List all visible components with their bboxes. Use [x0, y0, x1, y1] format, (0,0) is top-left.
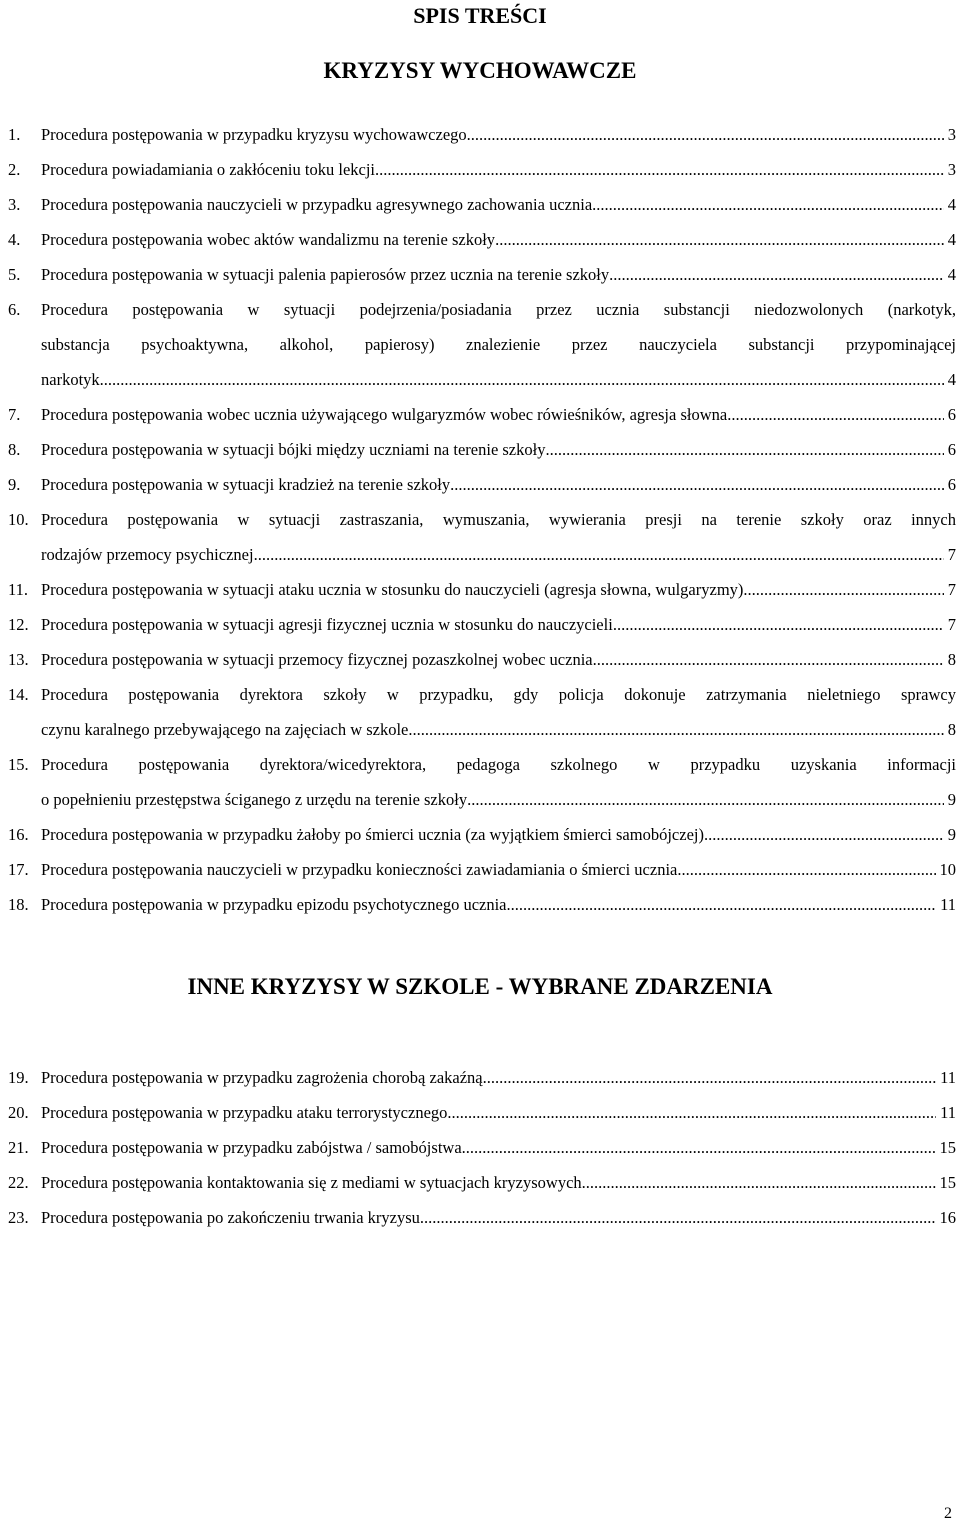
dot-leader [545, 432, 943, 467]
toc-entry-text: Procedura postępowania w przypadku zagrożenia chorobą zakaźną [41, 1068, 483, 1087]
dot-leader [408, 712, 943, 747]
toc-entry [8, 502, 956, 572]
toc-entry-body [41, 1060, 956, 1095]
toc-entry-last-line [41, 222, 956, 257]
dot-leader [100, 362, 944, 397]
toc-list-section-1 [8, 117, 956, 922]
toc-entry-number: 19. [8, 1068, 29, 1087]
toc-entry-text: Procedura postępowania po zakończeniu trwania kryzysu [41, 1208, 420, 1227]
toc-entry-text: Procedura postępowania w przypadku żałoby po śmierci ucznia (za wyjątkiem śmierci samobójczej) [41, 825, 704, 844]
toc-entry-body [41, 677, 956, 747]
dot-leader [704, 817, 944, 852]
toc-entry-last-line [41, 467, 956, 502]
toc-entry-body [41, 852, 956, 887]
toc-entry-text-line: Procedura postępowania dyrektora szkoły w przypadku, gdy policja dokonuje zatrzymania nieletniego sprawcy [41, 685, 956, 704]
toc-page-number: 9 [947, 825, 956, 844]
toc-entry-number: 5. [8, 265, 21, 284]
toc-entry-text: Procedura postępowania w sytuacji przemocy fizycznej pozaszkolnej wobec ucznia [41, 650, 593, 669]
toc-entry-body [41, 222, 956, 257]
toc-entry-number: 17. [8, 860, 29, 879]
dot-leader [467, 782, 944, 817]
toc-entry [8, 1060, 956, 1095]
toc-entry-body [41, 397, 956, 432]
toc-entry-last-line [41, 817, 956, 852]
toc-entry-body [41, 502, 956, 572]
toc-entry [8, 887, 956, 922]
toc-entry-last-line [41, 712, 956, 747]
toc-entry-number: 21. [8, 1138, 29, 1157]
toc-entry-number: 22. [8, 1173, 29, 1192]
toc-page-number: 4 [947, 230, 956, 249]
toc-entry-text: Procedura postępowania w przypadku ataku terrorystycznego [41, 1103, 448, 1122]
toc-entry-last-line [41, 117, 956, 152]
toc-entry [8, 187, 956, 222]
toc-entry-text: Procedura postępowania kontaktowania się z mediami w sytuacjach kryzysowych [41, 1173, 582, 1192]
toc-entry-last-line [41, 782, 956, 817]
toc-entry-text: Procedura postępowania w przypadku zabójstwa / samobójstwa [41, 1138, 462, 1157]
toc-page-number: 7 [947, 580, 956, 599]
toc-entry [8, 117, 956, 152]
toc-entry-last-line [41, 187, 956, 222]
toc-page-number: 6 [947, 475, 956, 494]
toc-entry-last-line [41, 397, 956, 432]
toc-entry-text: Procedura powiadamiania o zakłóceniu toku lekcji [41, 160, 376, 179]
toc-entry-last-line [41, 537, 956, 572]
toc-entry-last-line [41, 432, 956, 467]
dot-leader [467, 117, 944, 152]
toc-entry-text: Procedura postępowania w przypadku kryzysu wychowawczego [41, 125, 467, 144]
toc-entry-body [41, 572, 956, 607]
dot-leader [743, 572, 943, 607]
toc-page-number: 7 [947, 545, 956, 564]
toc-entry-body [41, 152, 956, 187]
toc-entry-text-line: Procedura postępowania dyrektora/wicedyrektora, pedagoga szkolnego w przypadku uzyskania informacji [41, 755, 956, 774]
toc-entry [8, 467, 956, 502]
toc-entry-text: Procedura postępowania w sytuacji kradzież na terenie szkoły [41, 475, 451, 494]
toc-entry [8, 1200, 956, 1235]
toc-page-number: 11 [940, 895, 956, 914]
toc-entry-number: 6. [8, 300, 21, 319]
toc-entry-number: 14. [8, 685, 29, 704]
toc-page-number: 3 [947, 125, 956, 144]
toc-entry-number: 12. [8, 615, 29, 634]
toc-entry-text: Procedura postępowania nauczycieli w przypadku konieczności zawiadamiania o śmierci ucznia [41, 860, 678, 879]
toc-entry-text: czynu karalnego przebywającego na zajęciach w szkole [41, 720, 409, 739]
dot-leader [375, 152, 944, 187]
toc-entry-body [41, 432, 956, 467]
toc-entry [8, 1165, 956, 1200]
toc-entry-body [41, 747, 956, 817]
toc-entry-number: 3. [8, 195, 21, 214]
dot-leader [495, 222, 944, 257]
dot-leader [462, 1130, 936, 1165]
toc-entry [8, 222, 956, 257]
dot-leader [613, 607, 944, 642]
toc-page-number: 6 [947, 440, 956, 459]
toc-entry-number: 4. [8, 230, 21, 249]
toc-entry-number: 1. [8, 125, 21, 144]
dot-leader [592, 187, 944, 222]
toc-entry [8, 677, 956, 747]
toc-entry-number: 8. [8, 440, 21, 459]
toc-entry-text: Procedura postępowania w sytuacji ataku ucznia w stosunku do nauczycieli (agresja słowna, wulgaryzmy) [41, 580, 744, 599]
toc-entry-number: 10. [8, 510, 29, 529]
toc-entry-text-line: substancja psychoaktywna, alkohol, papierosy) znalezienie przez nauczyciela substancji przypominającej [41, 335, 956, 354]
dot-leader [507, 887, 937, 922]
toc-entry-text: o popełnieniu przestępstwa ściganego z urzędu na terenie szkoły [41, 790, 468, 809]
toc-entry-body [41, 187, 956, 222]
toc-entry-text: rodzajów przemocy psychicznej [41, 545, 254, 564]
toc-entry-body [41, 467, 956, 502]
toc-entry-number: 7. [8, 405, 21, 424]
toc-page-number: 11 [940, 1103, 956, 1122]
toc-entry-last-line [41, 852, 956, 887]
toc-page-number: 7 [947, 615, 956, 634]
dot-leader [677, 852, 935, 887]
toc-entry-text-line: Procedura postępowania w sytuacji zastraszania, wymuszania, wywierania presji na terenie szkoły oraz innych [41, 510, 956, 529]
toc-entry-number: 20. [8, 1103, 29, 1122]
toc-entry-number: 11. [8, 580, 29, 599]
toc-entry [8, 607, 956, 642]
toc-entry-body [41, 887, 956, 922]
toc-entry-number: 9. [8, 475, 21, 494]
toc-entry [8, 642, 956, 677]
toc-page-number: 4 [947, 195, 956, 214]
toc-entry-text: narkotyk [41, 370, 100, 389]
toc-entry-text: Procedura postępowania w sytuacji agresji fizycznej ucznia w stosunku do nauczycieli [41, 615, 613, 634]
toc-entry-body [41, 117, 956, 152]
toc-entry-last-line [41, 887, 956, 922]
dot-leader [609, 257, 944, 292]
toc-entry-last-line [41, 1130, 956, 1165]
toc-entry-last-line [41, 1060, 956, 1095]
toc-page-number: 15 [939, 1138, 956, 1157]
toc-entry-text: Procedura postępowania w sytuacji palenia papierosów przez ucznia na terenie szkoły [41, 265, 610, 284]
toc-entry [8, 257, 956, 292]
toc-entry-text: Procedura postępowania w sytuacji bójki między uczniami na terenie szkoły [41, 440, 546, 459]
toc-entry [8, 292, 956, 397]
toc-entry-last-line [41, 257, 956, 292]
toc-page-number: 3 [947, 160, 956, 179]
toc-entry-number: 23. [8, 1208, 29, 1227]
toc-entry [8, 747, 956, 817]
toc-entry-number: 16. [8, 825, 29, 844]
toc-entry [8, 817, 956, 852]
toc-entry-last-line [41, 572, 956, 607]
toc-entry-last-line [41, 642, 956, 677]
section-heading-kryzysy-wychowawcze: KRYZYSY WYCHOWAWCZE [323, 58, 637, 83]
dot-leader [582, 1165, 936, 1200]
toc-page-number: 4 [947, 370, 956, 389]
dot-leader [483, 1060, 936, 1095]
section-heading-inne-kryzysy: INNE KRYZYSY W SZKOLE - WYBRANE ZDARZENIA [187, 974, 773, 999]
toc-entry-body [41, 817, 956, 852]
toc-page-number: 4 [947, 265, 956, 284]
toc-page-number: 8 [947, 720, 956, 739]
toc-entry-last-line [41, 1200, 956, 1235]
dot-leader [254, 537, 944, 572]
page-number: 2 [944, 1505, 952, 1522]
toc-page-number: 10 [939, 860, 956, 879]
toc-entry-text: Procedura postępowania wobec ucznia używającego wulgaryzmów wobec rówieśników, agresja słowna [41, 405, 728, 424]
toc-entry-number: 15. [8, 755, 29, 774]
toc-entry [8, 852, 956, 887]
toc-page-number: 6 [947, 405, 956, 424]
toc-entry-number: 18. [8, 895, 29, 914]
toc-page-number: 11 [940, 1068, 956, 1087]
toc-entry-body [41, 642, 956, 677]
toc-entry-text: Procedura postępowania nauczycieli w przypadku agresywnego zachowania ucznia [41, 195, 593, 214]
toc-entry-text: Procedura postępowania wobec aktów wandalizmu na terenie szkoły [41, 230, 496, 249]
page-title: SPIS TREŚCI [413, 3, 547, 28]
toc-entry-text: Procedura postępowania w przypadku epizodu psychotycznego ucznia [41, 895, 507, 914]
toc-entry-body [41, 257, 956, 292]
dot-leader [420, 1200, 936, 1235]
toc-entry-body [41, 1095, 956, 1130]
dot-leader [450, 467, 944, 502]
toc-entry-last-line [41, 607, 956, 642]
toc-entry [8, 397, 956, 432]
toc-entry [8, 1095, 956, 1130]
toc-entry-body [41, 1130, 956, 1165]
toc-page-number: 9 [947, 790, 956, 809]
toc-page-number: 15 [939, 1173, 956, 1192]
toc-entry-number: 13. [8, 650, 29, 669]
toc-entry [8, 152, 956, 187]
toc-entry-last-line [41, 362, 956, 397]
dot-leader [593, 642, 944, 677]
toc-page-number: 16 [939, 1208, 956, 1227]
toc-entry-body [41, 1200, 956, 1235]
toc-entry-body [41, 1165, 956, 1200]
toc-entry-body [41, 292, 956, 397]
toc-entry [8, 1130, 956, 1165]
dot-leader [447, 1095, 936, 1130]
toc-entry-text-line: Procedura postępowania w sytuacji podejrzenia/posiadania przez ucznia substancji niedozwolonych (narkotyk, [41, 300, 956, 319]
toc-entry-body [41, 607, 956, 642]
toc-page-number: 8 [947, 650, 956, 669]
toc-entry [8, 572, 956, 607]
toc-entry-number: 2. [8, 160, 21, 179]
toc-entry-last-line [41, 152, 956, 187]
toc-entry-last-line [41, 1165, 956, 1200]
toc-entry-last-line [41, 1095, 956, 1130]
dot-leader [727, 397, 944, 432]
toc-entry [8, 432, 956, 467]
toc-list-section-2 [8, 1060, 956, 1235]
